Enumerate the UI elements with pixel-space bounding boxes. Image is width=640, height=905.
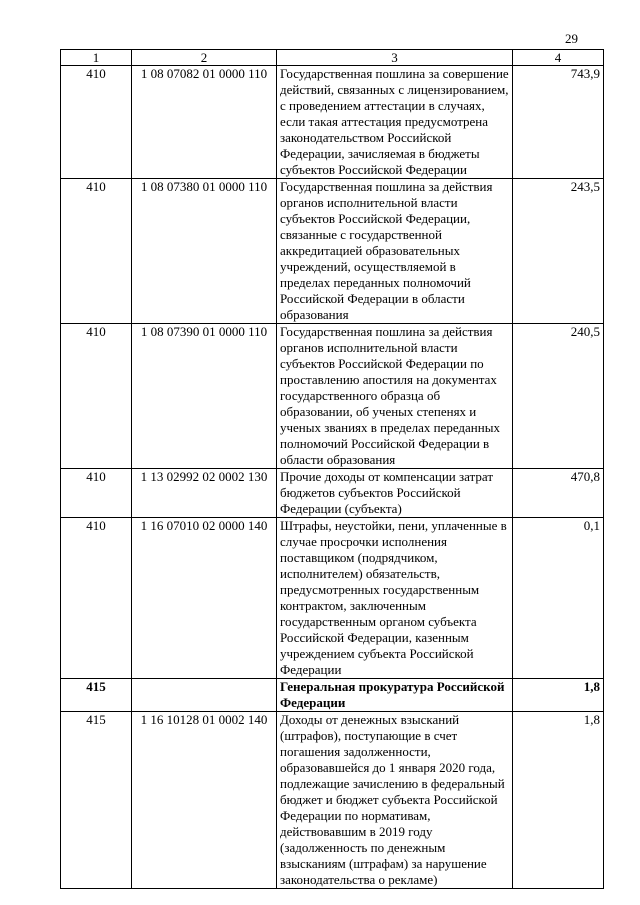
amount-cell: 0,1 [513, 518, 604, 679]
amount-cell: 1,8 [513, 712, 604, 889]
revenue-code-cell: 1 13 02992 02 0002 130 [132, 469, 277, 518]
revenue-table [60, 49, 604, 889]
table-row [61, 66, 604, 179]
amount-cell: 743,9 [513, 66, 604, 179]
table-row-section-header [61, 679, 604, 712]
column-header-1: 1 [61, 50, 132, 66]
revenue-name-cell: Государственная пошлина за действия органов исполнительной власти субъектов Российской Федерации, связанные с государственной аккредитацией образовательных учреждений, осуществляемой в пределах переданных полномочий Российской Федерации в области образования [277, 179, 513, 324]
revenue-name-cell: Доходы от денежных взысканий (штрафов), поступающие в счет погашения задолженности, образовавшейся до 1 января 2020 года, подлежащие зачислению в федеральный бюджет и бюджет субъекта Российской Федерации по нормативам, действовавшим в 2019 году (задолженность по денежным взысканиям (штрафам) за нарушение законодательства о рекламе) [277, 712, 513, 889]
revenue-code-cell: 1 08 07380 01 0000 110 [132, 179, 277, 324]
revenue-code-cell: 1 16 07010 02 0000 140 [132, 518, 277, 679]
revenue-name-cell: Прочие доходы от компенсации затрат бюджетов субъектов Российской Федерации (субъекта) [277, 469, 513, 518]
table-row [61, 712, 604, 889]
amount-cell: 243,5 [513, 179, 604, 324]
revenue-name-cell: Государственная пошлина за совершение действий, связанных с лицензированием, с проведением аттестации в случаях, если такая аттестация предусмотрена законодательством Российской Федерации, зачисляемая в бюджеты субъектов Российской Федерации [277, 66, 513, 179]
admin-code-cell: 415 [61, 679, 132, 712]
admin-code-cell: 410 [61, 179, 132, 324]
table-row [61, 324, 604, 469]
revenue-code-cell: 1 08 07390 01 0000 110 [132, 324, 277, 469]
column-header-4: 4 [513, 50, 604, 66]
admin-code-cell: 410 [61, 518, 132, 679]
column-header-3: 3 [277, 50, 513, 66]
amount-cell: 470,8 [513, 469, 604, 518]
admin-code-cell: 410 [61, 66, 132, 179]
revenue-code-cell: 1 16 10128 01 0002 140 [132, 712, 277, 889]
admin-code-cell: 410 [61, 324, 132, 469]
amount-cell: 1,8 [513, 679, 604, 712]
revenue-name-cell: Государственная пошлина за действия органов исполнительной власти субъектов Российской Федерации по проставлению апостиля на документах государственного образца об образовании, об ученых степенях и ученых званиях в пределах переданных полномочий Российской Федерации в области образования [277, 324, 513, 469]
table-row [61, 179, 604, 324]
revenue-code-cell [132, 679, 277, 712]
administrator-name-cell: Генеральная прокуратура Российской Федерации [277, 679, 513, 712]
table-row [61, 469, 604, 518]
table-header-row [61, 50, 604, 66]
column-header-2: 2 [132, 50, 277, 66]
admin-code-cell: 410 [61, 469, 132, 518]
revenue-code-cell: 1 08 07082 01 0000 110 [132, 66, 277, 179]
revenue-name-cell: Штрафы, неустойки, пени, уплаченные в случае просрочки исполнения поставщиком (подрядчиком, исполнителем) обязательств, предусмотренных государственным контрактом, заключенным государственным органом субъекта Российской Федерации, казенным учреждением субъекта Российской Федерации [277, 518, 513, 679]
page-number: 29 [565, 31, 578, 46]
amount-cell: 240,5 [513, 324, 604, 469]
admin-code-cell: 415 [61, 712, 132, 889]
table-row [61, 518, 604, 679]
